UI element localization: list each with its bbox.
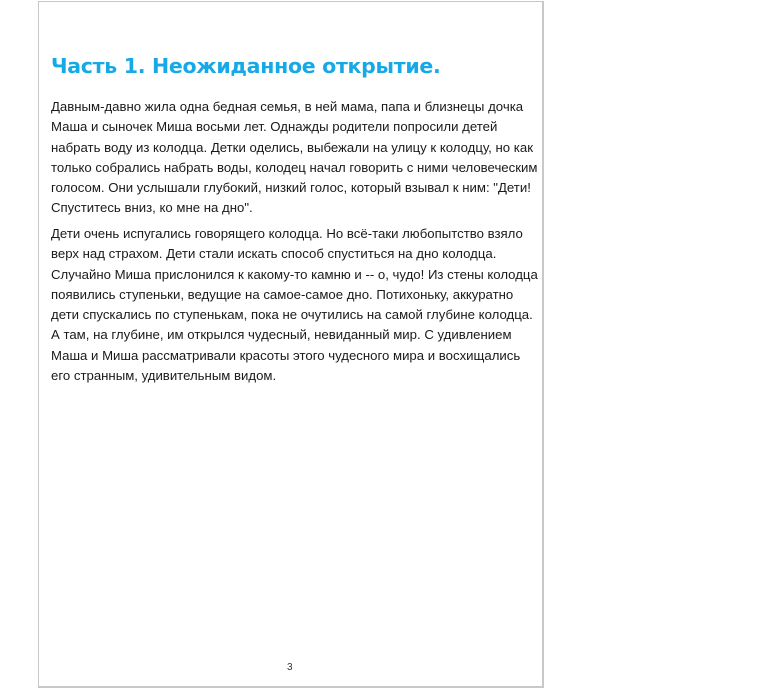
- text-line: только собрались набрать воды, колодец начал говорить с ними человеческим: [51, 159, 538, 175]
- text-line: А там, на глубине, им открылся чудесный, невиданный мир. С удивлением: [51, 327, 512, 343]
- text-line: Дети очень испугались говорящего колодца. Но всё-таки любопытство взяло: [51, 226, 523, 241]
- chapter-title: Часть 1. Неожиданное открытие.: [51, 54, 441, 78]
- text-line: верх над страхом. Дети стали искать способ спуститься на дно колодца.: [51, 246, 497, 262]
- text-line: его странным, удивительным видом.: [51, 368, 277, 384]
- text-line: Спуститесь вниз, ко мне на дно".: [51, 200, 253, 216]
- text-line: Случайно Миша прислонился к какому-то камню и -- о, чудо! Из стены колодца: [51, 266, 538, 282]
- paragraph-2: [51, 224, 538, 386]
- text-line: появились ступеньки, ведущие на самое-самое дно. Потихоньку, аккуратно: [51, 286, 514, 302]
- paragraph-1: [51, 97, 538, 219]
- text-line: Маша и Миша рассматривали красоты этого чудесного мира и восхищались: [51, 347, 521, 363]
- text-line: Маша и сыночек Миша восьми лет. Однажды родители попросили детей: [51, 119, 498, 135]
- document-page: [38, 1, 544, 688]
- text-line: голосом. Они услышали глубокий, низкий голос, который взывал к ним: "Дети!: [51, 180, 531, 196]
- text-line: набрать воду из колодца. Детки оделись, выбежали на улицу к колодцу, но как: [51, 139, 533, 155]
- text-line: Давным-давно жила одна бедная семья, в ней мама, папа и близнецы дочка: [51, 99, 524, 114]
- text-line: дети спускались по ступенькам, пока не очутились на самой глубине колодца.: [51, 307, 533, 323]
- page-number: 3: [287, 662, 293, 673]
